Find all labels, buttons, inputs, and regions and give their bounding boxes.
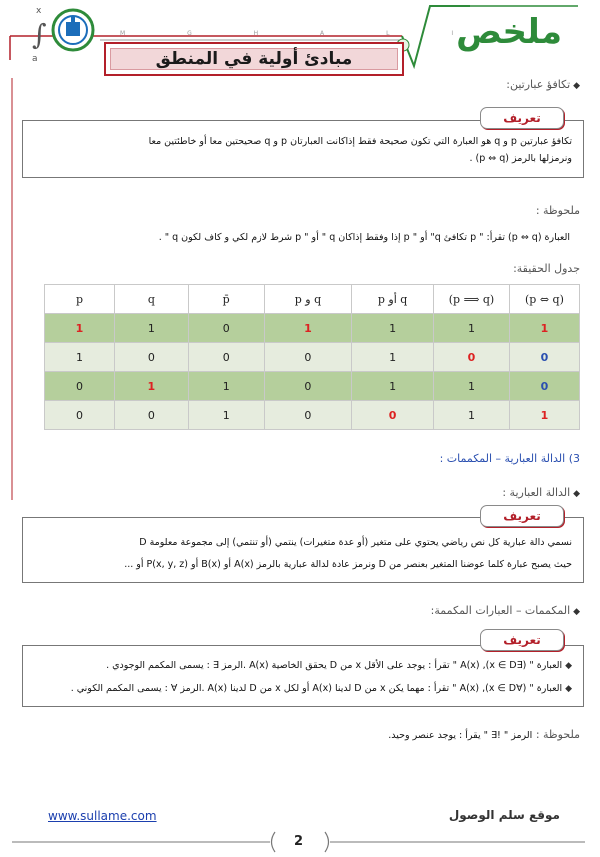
section3-sub-text: الدالة العبارية : xyxy=(502,486,571,499)
definition-2-line1: نسمي دالة عبارية كل نص رياضي يحتوي على متغير (أو عدة متغيرات) ينتمي (أو تنتمي) إلى مجموعة معلومة D xyxy=(139,537,572,548)
truth-table-cell: 0 xyxy=(264,343,352,372)
truth-table-cell: 0 xyxy=(114,401,188,430)
definition-badge-3-text: تعريف xyxy=(503,633,541,647)
truth-table-row xyxy=(45,372,580,401)
definition-badge-3 xyxy=(480,629,564,651)
truth-table-cell: 1 xyxy=(433,372,509,401)
truth-table-cell: 0 xyxy=(264,401,352,430)
bullet-icon: ◆ xyxy=(570,607,580,617)
truth-table-cell: 1 xyxy=(188,401,264,430)
definition-2-line2: حيث يصبح عبارة كلما عوضنا المتغير بعنصر من D ونرمز عادة لدالة عبارية بالرمز A(x) أو B(x) أو P(x, y, z) أو ... xyxy=(124,559,572,570)
definition-3-line1-text: العبارة " (∃x ∈ D), A(x) " تقرأ : يوجد على الأقل x من D يحقق الخاصية A(x) .الرمز ∃ : يسمى المكمم الوجودي . xyxy=(106,660,563,671)
truth-table-cell: 1 xyxy=(352,372,434,401)
truth-table-header-cell: (p ⇔ q) xyxy=(509,285,579,314)
section1-heading-text: تكافؤ عبارتين: xyxy=(506,78,571,91)
truth-table-cell: 0 xyxy=(509,372,579,401)
truth-table-cell: 0 xyxy=(352,401,434,430)
truth-table-cell: 1 xyxy=(45,314,115,343)
truth-table-cell: 0 xyxy=(188,314,264,343)
ribbon-letters: M G H A L I xyxy=(120,30,484,37)
summary-title: ملخص xyxy=(456,12,562,52)
definition-badge-2-text: تعريف xyxy=(503,509,541,523)
definition-badge-2 xyxy=(480,505,564,527)
truth-table-cell: 1 xyxy=(114,314,188,343)
section1-heading xyxy=(506,78,580,91)
section4-heading-text: المكممات – العبارات المكممة: xyxy=(430,604,571,617)
truth-table-row xyxy=(45,314,580,343)
truth-table-cell: 0 xyxy=(188,343,264,372)
truth-table-cell: 0 xyxy=(114,343,188,372)
truth-table-cell: 0 xyxy=(264,372,352,401)
truth-table-header-cell: (p ⟹ q) xyxy=(433,285,509,314)
definition-3-line2-text: العبارة " (∀x ∈ D), A(x) " تقرأ : مهما يكن x من D لدينا A(x) أو لكل x من D لدينا A(x) .الرمز ∀ : يسمى المكمم الكوني . xyxy=(70,683,563,694)
definition-1-line2: ونرمزلها بالرمز (p ⇔ q) . xyxy=(469,153,572,164)
truth-table-cell: 0 xyxy=(509,343,579,372)
section4-heading xyxy=(431,604,580,617)
truth-table-cell: 1 xyxy=(114,372,188,401)
definition-badge-1-text: تعريف xyxy=(503,111,541,125)
truth-table-cell: 1 xyxy=(509,401,579,430)
bullet-icon: ◆ xyxy=(562,684,572,694)
page-number: 2 xyxy=(294,834,304,849)
integral-bottom: a xyxy=(32,54,38,64)
definition-badge-1 xyxy=(480,107,564,129)
truth-table-cell: 1 xyxy=(45,343,115,372)
truth-table-header-cell: p و q xyxy=(264,285,352,314)
bullet-icon: ◆ xyxy=(562,661,572,671)
truth-table-cell: 1 xyxy=(433,401,509,430)
section3-sub xyxy=(502,486,580,499)
integral-symbol xyxy=(30,6,50,66)
page-title: مبادئ أولية في المنطق xyxy=(155,49,353,69)
note2-text: الرمز " !∃ " يقرأ : يوجد عنصر وحيد. xyxy=(388,730,533,741)
logo-icon xyxy=(50,8,96,52)
note1-label: ملحوظة : xyxy=(535,204,580,217)
truth-table-label: جدول الحقيقة: xyxy=(513,262,580,275)
note2 xyxy=(388,728,580,741)
truth-table-cell: 0 xyxy=(45,372,115,401)
truth-table-header-row xyxy=(45,285,580,314)
definition-1-line1: تكافؤ عبارتين p و q هو العبارة التي تكون صحيحة فقط إذاكانت العبارتان p و q صحيحتين معا أو خاطئتين معا xyxy=(148,136,572,147)
definition-3-line2 xyxy=(22,681,572,697)
truth-table-row xyxy=(45,343,580,372)
integral-sign: ∫ xyxy=(32,18,47,51)
truth-table-header-cell: p̄ xyxy=(188,285,264,314)
definition-3-line1 xyxy=(22,658,572,674)
truth-table-cell: 1 xyxy=(352,343,434,372)
website-link[interactable]: www.sullame.com xyxy=(48,809,157,823)
integral-top: x xyxy=(36,6,42,16)
note2-label: ملحوظة : xyxy=(535,728,580,741)
bullet-icon: ◆ xyxy=(570,489,580,499)
truth-table-cell: 1 xyxy=(264,314,352,343)
truth-table-header-cell: p أو q xyxy=(352,285,434,314)
header-title-box xyxy=(104,42,404,76)
truth-table-header-cell: p xyxy=(45,285,115,314)
truth-table-cell: 0 xyxy=(433,343,509,372)
truth-table-cell: 1 xyxy=(433,314,509,343)
truth-table-cell: 0 xyxy=(45,401,115,430)
truth-table-cell: 1 xyxy=(509,314,579,343)
note1-text: العبارة (p ⇔ q) تقرأ: " p تكافئ q" أو " p إذا وفقط إذاكان q " أو " p شرط لازم لكي و كاف لكون q " . xyxy=(158,232,570,243)
truth-table-header-cell: q xyxy=(114,285,188,314)
truth-table-cell: 1 xyxy=(188,372,264,401)
truth-table-cell: 1 xyxy=(352,314,434,343)
bullet-icon: ◆ xyxy=(570,81,580,91)
truth-table xyxy=(44,284,580,430)
section3-heading: 3) الدالة العبارية – المكممات : xyxy=(439,452,580,465)
truth-table-row xyxy=(45,401,580,430)
site-name: موقع سلم الوصول xyxy=(448,808,560,822)
definition-box-3 xyxy=(22,645,584,707)
